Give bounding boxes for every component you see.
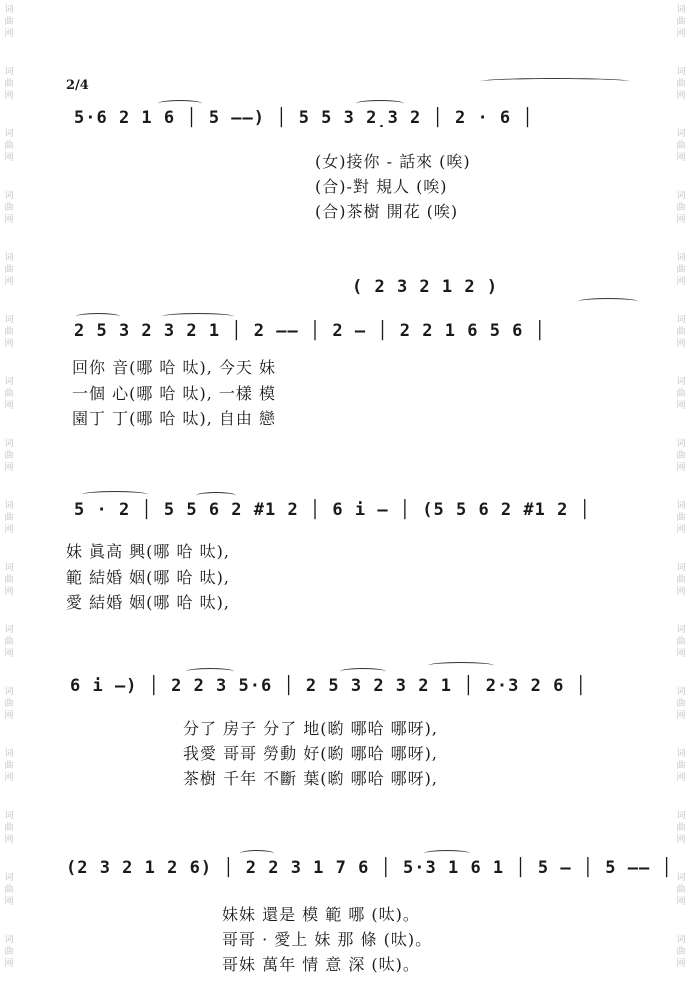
watermark-glyph: 网 [676, 835, 686, 845]
watermark-column [2, 810, 16, 846]
watermark-glyph: 词 [4, 625, 14, 635]
watermark-glyph: 网 [4, 959, 14, 969]
watermark-glyph: 网 [4, 401, 14, 411]
watermark-column [674, 314, 688, 350]
watermark-glyph: 网 [676, 277, 686, 287]
watermark-column [674, 4, 688, 40]
watermark-glyph: 网 [676, 215, 686, 225]
lyric-line-1-verse-1: (女)接你 - 話來 (唉) [315, 152, 471, 171]
watermark-glyph: 网 [676, 463, 686, 473]
watermark-glyph: 曲 [676, 885, 686, 895]
watermark-column [2, 4, 16, 40]
slur-mark [356, 100, 404, 107]
watermark-glyph: 网 [4, 277, 14, 287]
watermark-column [2, 500, 16, 536]
slur-mark [158, 100, 202, 107]
watermark-glyph: 词 [4, 501, 14, 511]
slur-mark [340, 668, 386, 675]
watermark-glyph: 词 [676, 625, 686, 635]
watermark-glyph: 曲 [676, 389, 686, 399]
slur-mark [186, 668, 234, 675]
watermark-glyph: 曲 [4, 513, 14, 523]
watermark-column [2, 190, 16, 226]
watermark-glyph: 曲 [4, 327, 14, 337]
notation-line-4: 6 i —) │ 2 2 3 5·6 │ 2 5 3 2 3 2 1 │ 2·3 2 6 │ [70, 676, 587, 696]
watermark-glyph: 曲 [676, 513, 686, 523]
watermark-glyph: 词 [676, 377, 686, 387]
watermark-column [674, 748, 688, 784]
watermark-glyph: 曲 [676, 761, 686, 771]
watermark-column [2, 686, 16, 722]
watermark-glyph: 词 [676, 935, 686, 945]
watermark-glyph: 词 [4, 749, 14, 759]
watermark-column [674, 438, 688, 474]
watermark-glyph: 曲 [676, 17, 686, 27]
watermark-glyph: 曲 [4, 265, 14, 275]
watermark-glyph: 曲 [4, 451, 14, 461]
watermark-glyph: 词 [4, 873, 14, 883]
watermark-glyph: 曲 [4, 885, 14, 895]
watermark-glyph: 词 [676, 67, 686, 77]
watermark-glyph: 网 [4, 153, 14, 163]
watermark-glyph: 词 [4, 687, 14, 697]
lyric-line-1-verse-2: (合)-對 規人 (唉) [315, 177, 448, 196]
watermark-glyph: 网 [4, 587, 14, 597]
tie-mark [578, 298, 638, 305]
watermark-glyph: 词 [676, 687, 686, 697]
watermark-column [2, 872, 16, 908]
watermark-glyph: 曲 [676, 823, 686, 833]
watermark-glyph: 网 [4, 897, 14, 907]
watermark-glyph: 曲 [676, 699, 686, 709]
slur-mark [76, 313, 120, 320]
watermark-column [674, 686, 688, 722]
watermark-column [2, 624, 16, 660]
lyric-line-5-verse-3: 哥妹 萬年 情 意 深 (呔)。 [222, 955, 420, 974]
watermark-glyph: 网 [676, 153, 686, 163]
slur-mark [196, 492, 236, 499]
watermark-glyph: 词 [4, 129, 14, 139]
watermark-column [674, 376, 688, 412]
watermark-glyph: 词 [4, 315, 14, 325]
tie-mark [82, 491, 148, 498]
lyric-line-5-verse-2: 哥哥 · 愛上 妹 那 條 (呔)。 [222, 930, 433, 949]
watermark-glyph: 网 [676, 587, 686, 597]
watermark-column [674, 66, 688, 102]
watermark-glyph: 网 [4, 463, 14, 473]
watermark-glyph: 网 [676, 711, 686, 721]
watermark-column [2, 314, 16, 350]
watermark-glyph: 曲 [4, 17, 14, 27]
watermark-glyph: 网 [4, 215, 14, 225]
watermark-column [674, 128, 688, 164]
watermark-column [2, 128, 16, 164]
watermark-column [674, 934, 688, 970]
watermark-glyph: 词 [4, 935, 14, 945]
lyric-line-3-verse-1: 妹 眞高 興(哪 哈 呔), [66, 542, 230, 561]
watermark-glyph: 曲 [4, 823, 14, 833]
watermark-glyph: 词 [676, 129, 686, 139]
watermark-glyph: 网 [676, 29, 686, 39]
watermark-column [674, 252, 688, 288]
watermark-glyph: 曲 [676, 637, 686, 647]
lyric-line-4-verse-3: 茶樹 千年 不斷 葉(喲 哪哈 哪呀), [183, 769, 439, 788]
watermark-glyph: 词 [676, 253, 686, 263]
watermark-glyph: 网 [676, 91, 686, 101]
watermark-glyph: 曲 [4, 637, 14, 647]
watermark-column [2, 748, 16, 784]
watermark-glyph: 词 [4, 191, 14, 201]
watermark-column [674, 500, 688, 536]
watermark-column [2, 376, 16, 412]
watermark-glyph: 网 [4, 649, 14, 659]
watermark-glyph: 词 [4, 253, 14, 263]
notation-line-5: (2 3 2 1 2 6) │ 2 2 3 1 7 6 │ 5·3 1 6 1 │ 5 — │ 5 —— │ [66, 858, 673, 878]
lyric-line-3-verse-2: 範 結婚 姻(哪 哈 呔), [66, 568, 230, 587]
watermark-glyph: 曲 [4, 141, 14, 151]
time-signature: 2/4 [66, 78, 89, 93]
watermark-glyph: 词 [4, 439, 14, 449]
watermark-column [674, 810, 688, 846]
lyric-line-4-verse-1: 分了 房子 分了 地(喲 哪哈 哪呀), [183, 719, 439, 738]
slur-mark [162, 313, 234, 320]
watermark-glyph: 网 [676, 525, 686, 535]
watermark-glyph: 曲 [676, 575, 686, 585]
watermark-glyph: 曲 [4, 699, 14, 709]
tie-mark [480, 78, 630, 85]
watermark-glyph: 网 [676, 959, 686, 969]
watermark-glyph: 网 [676, 339, 686, 349]
slur-mark [424, 850, 470, 857]
slur-mark [428, 662, 494, 669]
watermark-column [674, 190, 688, 226]
watermark-glyph: 词 [4, 377, 14, 387]
lyric-line-5-verse-1: 妹妹 還是 模 範 哪 (呔)。 [222, 905, 420, 924]
watermark-glyph: 曲 [4, 203, 14, 213]
watermark-glyph: 网 [676, 773, 686, 783]
watermark-glyph: 网 [4, 525, 14, 535]
watermark-glyph: 曲 [4, 389, 14, 399]
watermark-glyph: 词 [676, 191, 686, 201]
watermark-glyph: 词 [4, 811, 14, 821]
watermark-glyph: 曲 [4, 575, 14, 585]
lyric-line-1-verse-3: (合)茶樹 開花 (唉) [315, 202, 459, 221]
watermark-glyph: 词 [676, 873, 686, 883]
watermark-column [2, 66, 16, 102]
notation-line-3: 5 · 2 │ 5 5 6 2 #1 2 │ 6 i — │ (5 5 6 2 #1 2 │ [74, 500, 591, 520]
watermark-glyph: 词 [676, 563, 686, 573]
watermark-glyph: 词 [676, 501, 686, 511]
watermark-glyph: 词 [676, 315, 686, 325]
watermark-glyph: 网 [4, 711, 14, 721]
watermark-glyph: 曲 [676, 79, 686, 89]
lyric-line-2-verse-1: 回你 音(哪 哈 呔), 今天 妹 [72, 358, 277, 377]
notation-line-2-intro: ( 2 3 2 1 2 ) [352, 277, 499, 297]
watermark-glyph: 网 [4, 339, 14, 349]
watermark-glyph: 曲 [4, 79, 14, 89]
watermark-column [2, 562, 16, 598]
lyric-line-3-verse-3: 愛 結婚 姻(哪 哈 呔), [66, 593, 230, 612]
watermark-glyph: 网 [676, 649, 686, 659]
watermark-glyph: 网 [4, 91, 14, 101]
notation-line-2: 2 5 3 2 3 2 1 │ 2 —— │ 2 — │ 2 2 1 6 5 6 │ [74, 321, 546, 341]
slur-mark [240, 850, 274, 857]
watermark-glyph: 网 [4, 835, 14, 845]
watermark-column [674, 562, 688, 598]
watermark-glyph: 词 [676, 439, 686, 449]
watermark-glyph: 曲 [676, 947, 686, 957]
watermark-column [2, 438, 16, 474]
watermark-glyph: 词 [676, 749, 686, 759]
watermark-glyph: 曲 [676, 203, 686, 213]
watermark-glyph: 曲 [676, 141, 686, 151]
watermark-glyph: 词 [676, 5, 686, 15]
lyric-line-2-verse-3: 園丁 丁(哪 哈 呔), 自由 戀 [72, 409, 277, 428]
watermark-glyph: 曲 [676, 451, 686, 461]
watermark-glyph: 曲 [676, 327, 686, 337]
watermark-column [674, 872, 688, 908]
watermark-glyph: 词 [676, 811, 686, 821]
lyric-line-2-verse-2: 一個 心(哪 哈 呔), 一樣 模 [72, 384, 277, 403]
watermark-glyph: 曲 [676, 265, 686, 275]
watermark-glyph: 词 [4, 67, 14, 77]
watermark-column [2, 252, 16, 288]
watermark-glyph: 曲 [4, 947, 14, 957]
watermark-glyph: 网 [676, 897, 686, 907]
watermark-glyph: 网 [676, 401, 686, 411]
watermark-glyph: 词 [4, 5, 14, 15]
watermark-column [674, 624, 688, 660]
watermark-glyph: 词 [4, 563, 14, 573]
watermark-glyph: 网 [4, 773, 14, 783]
watermark-glyph: 网 [4, 29, 14, 39]
lyric-line-4-verse-2: 我愛 哥哥 勞動 好(喲 哪哈 哪呀), [183, 744, 439, 763]
watermark-glyph: 曲 [4, 761, 14, 771]
watermark-column [2, 934, 16, 970]
notation-line-1: 5·6 2 1 6 │ 5 ——) │ 5 5 3 2̣3 2 │ 2 · 6 │ [74, 108, 534, 128]
